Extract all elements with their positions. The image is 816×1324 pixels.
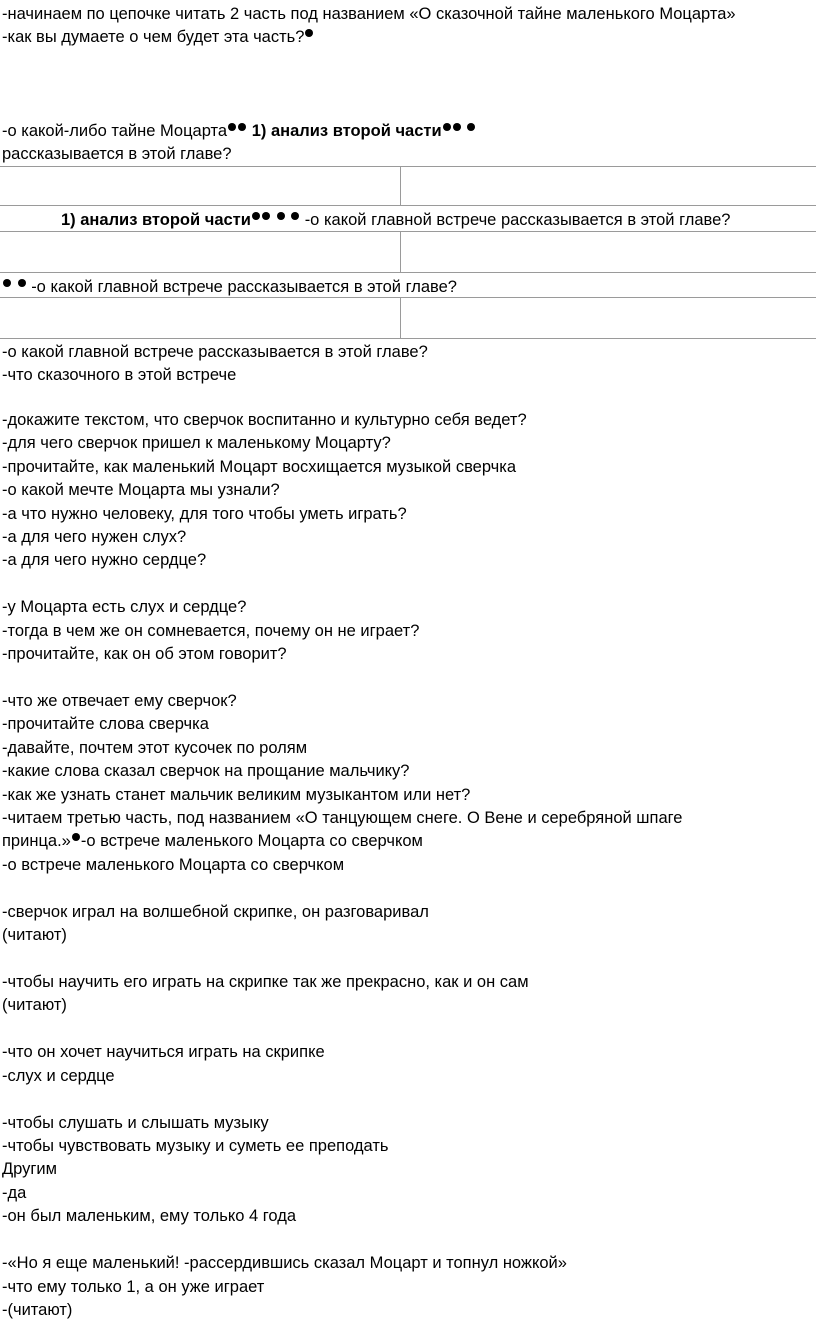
text-line: -о какой мечте Моцарта мы узнали? [2,481,280,499]
bullet-icon [453,123,461,131]
bullet-icon [291,212,299,220]
text-line: (читают) [2,926,67,944]
bullet-icon [72,833,80,841]
text-line: -а для чего нужен слух? [2,528,187,546]
text-line: -какие слова сказал сверчок на прощание мальчику? [2,762,410,780]
text-line: (читают) [2,996,67,1014]
bullet-icon [252,212,260,220]
table-divider [400,297,401,338]
table-rule [0,297,816,298]
bullet-icon [305,29,313,37]
text-line: -сверчок играл на волшебной скрипке, он разговаривал [2,903,429,921]
text-line: -для чего сверчок пришел к маленькому Моцарту? [2,434,391,452]
table-rule [0,272,816,273]
intro-line-2: -как вы думаете о чем будет эта часть? [2,27,314,47]
bullet-icon [228,123,236,131]
text-line: -тогда в чем же он сомневается, почему он не играет? [2,622,420,640]
block1-line-1: -о какой-либо тайне Моцарта 1) анализ второй части [2,121,476,141]
text-line: -о какой главной встрече рассказывается в этой главе? [2,343,428,361]
text-line: -как же узнать станет мальчик великим музыкантом или нет? [2,786,471,804]
text-line: -что он хочет научиться играть на скрипке [2,1043,325,1061]
table-rule [0,338,816,339]
table-rule [0,205,816,206]
table-divider [400,166,401,205]
intro-line-1: -начинаем по цепочке читать 2 часть под названием «О сказочной тайне маленького Моцарта» [2,5,736,23]
text-line: -о встрече маленького Моцарта со сверчком [2,856,345,874]
text-line: -да [2,1184,27,1202]
text-line: принца.» -о встрече маленького Моцарта со сверчком [2,832,423,850]
bullet-icon [262,212,270,220]
text-line: -а что нужно человеку, для того чтобы уметь играть? [2,505,407,523]
bullet-icon [238,123,246,131]
text-line: -прочитайте слова сверчка [2,715,209,733]
text-line: -прочитайте, как маленький Моцарт восхищается музыкой сверчка [2,458,516,476]
text-line: -(читают) [2,1301,73,1319]
text-line: Другим [2,1160,57,1178]
text-line: -что ему только 1, а он уже играет [2,1278,265,1296]
table-rule [0,166,816,167]
bullet-icon [3,279,11,287]
text-line: -«Но я еще маленький! -рассердившись сказал Моцарт и топнул ножкой» [2,1254,567,1272]
text-line: -что сказочного в этой встрече [2,366,237,384]
bullet-icon [277,212,285,220]
text-line: -чтобы слушать и слышать музыку [2,1114,269,1132]
text-line: -чтобы научить его играть на скрипке так же прекрасно, как и он сам [2,973,529,991]
text-line: -а для чего нужно сердце? [2,551,207,569]
table-row-1: 1) анализ второй части -о какой главной встрече рассказывается в этой главе? [61,211,731,229]
text-line: -что же отвечает ему сверчок? [2,692,237,710]
block1-line-2: рассказывается в этой главе? [2,145,232,163]
text-line: -слух и сердце [2,1067,115,1085]
text-line: -прочитайте, как он об этом говорит? [2,645,287,663]
bullet-icon [18,279,26,287]
text-line: -давайте, почтем этот кусочек по ролям [2,739,308,757]
table-divider [400,231,401,272]
text-line: -чтобы чувствовать музыку и суметь ее преподать [2,1137,389,1155]
bullet-icon [443,123,451,131]
text-line: -докажите текстом, что сверчок воспитанно и культурно себя ведет? [2,411,527,429]
table-rule [0,231,816,232]
bullet-icon [467,123,475,131]
text-line: -читаем третью часть, под названием «О танцующем снеге. О Вене и серебряной шпаге [2,809,683,827]
text-line: -у Моцарта есть слух и сердце? [2,598,247,616]
table-row-2: -о какой главной встрече рассказывается в этой главе? [2,277,457,297]
text-line: -он был маленьким, ему только 4 года [2,1207,297,1225]
